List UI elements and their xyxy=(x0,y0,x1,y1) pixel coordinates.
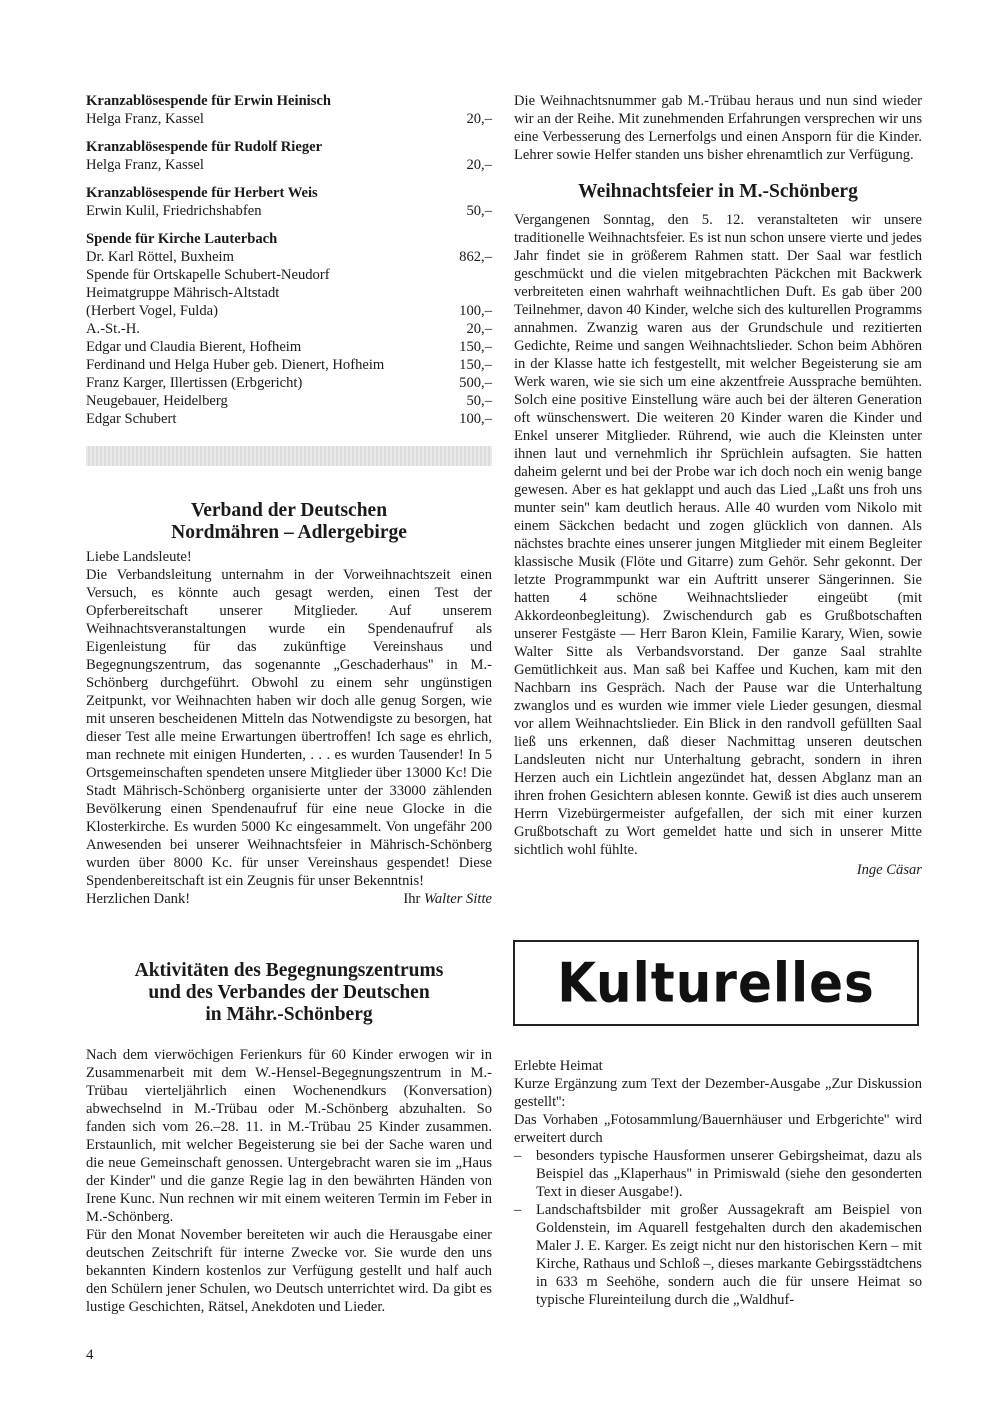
donor-name: (Herbert Vogel, Fulda) xyxy=(86,303,218,319)
verband-article xyxy=(86,500,492,908)
donation-amount xyxy=(442,266,492,284)
donation-amount: 20,– xyxy=(466,321,492,337)
page-number: 4 xyxy=(86,1347,94,1363)
donation-amount: 100,– xyxy=(459,411,492,427)
donation-row xyxy=(86,110,492,128)
donation-title: Kranzablösespende für Herbert Weis xyxy=(86,185,318,201)
list-item: – Landschaftsbilder mit großer Aussagekraft am Beispiel von Goldenstein, im Aquarell festgehalten durch den akademischen Maler J. E. Karger. Es zeigt nicht nur den historischen Kern – mit Kirche, Rathaus und Schloß –, dieses markante Gebirgsstädtchens in 633 m Seehöhe, sondern auch die für unsere Heimat so typische Flureinteilung durch die „Waldhuf- xyxy=(514,1201,922,1309)
donation-row xyxy=(86,266,492,284)
donation-title: Kranzablösespende für Erwin Heinisch xyxy=(86,93,332,109)
aktivitaeten-para1: Nach dem vierwöchigen Ferienkurs für 60 Kinder erwogen wir in Zusammenarbeit mit dem W.-Hensel-Begegnungszentrum in M.-Trübau vierteljährlich einen Wochenendkurs (Konversation) abwechselnd in M.-Trübau oder M.-Schönberg abzuhalten. So fanden sich vom 26.–28. 11. in M.-Trübau 25 Kinder zusammen. Erstaunlich, mit welcher Begeisterung sie bei der Sache waren und die neue Gemeinschaft genossen. Untergebracht waren sie im „Haus der Kinder'' und die ganze Regie lag in den bewährten Händen von Irene Kunc. Nun rechnen wir mit einem weiteren Termin im Feber in M.-Schönberg. xyxy=(86,1047,492,1225)
donor-name: Ferdinand und Helga Huber geb. Dienert, Hofheim xyxy=(86,357,385,373)
donor-name: Franz Karger, Illertissen (Erbgericht) xyxy=(86,375,303,391)
aktivitaeten-title-line1: Aktivitäten des Begegnungszentrums xyxy=(134,960,444,981)
kulturelles-section xyxy=(514,1057,922,1309)
aktivitaeten-title-line2: und des Verbandes der Deutschen xyxy=(148,982,430,1003)
signature-name: Walter Sitte xyxy=(424,891,492,907)
donor-name: Edgar und Claudia Bierent, Hofheim xyxy=(86,339,302,355)
verband-signature-row xyxy=(86,890,492,908)
intro-paragraph: Die Weihnachtsnummer gab M.-Trübau heraus und nun sind wieder wir an der Reihe. Mit zunehmenden Erfahrungen versprechen wir uns eine Verbesserung des Lernerfolgs und einen Ansporn für die Kinder. Lehrer sowie Helfer standen uns bisher ehrenamtlich zur Verfügung. xyxy=(514,93,922,163)
weihnachtsfeier-author: Inge Cäsar xyxy=(856,862,922,878)
donation-row xyxy=(86,202,492,220)
donor-name: A.-St.-H. xyxy=(86,321,140,337)
donation-amount: 20,– xyxy=(466,111,492,127)
list-item: – besonders typische Hausformen unserer Gebirgsheimat, dazu als Beispiel das „Klaperhaus'' in Primiswald (siehe den gesonderten Text in dieser Ausgabe!). xyxy=(514,1147,922,1201)
verband-title-line1: Verband der Deutschen xyxy=(190,500,388,521)
donation-row xyxy=(86,248,492,266)
donation-row xyxy=(86,302,492,320)
donor-name: Neugebauer, Heidelberg xyxy=(86,393,228,409)
verband-body: Die Verbandsleitung unternahm in der Vorweihnachtszeit einen Versuch, es könnte auch gesagt werden, einen Test der Opferbereitschaft unserer Mitglieder. Auf unserem Weihnachtsveranstaltungen wurde ein Spendenaufruf als Eigenleistung für das zukünftige Vereinshaus und Begegnungszentrum, das sogenannte „Geschaderhaus'' in M.-Schönberg durchgeführt. Obwohl zu einem sehr ungünstigen Zeitpunkt, vor Weihnachten haben wir doch alle genug Sorgen, wie mit unseren bescheidenen Mitteln das Notwendigste zu besorgen, hat dieser Test alle meine Erwartungen übertroffen! Ich sage es ehrlich, man rechnete mit einigen Hunderten, . . . es wurden Tausender! In 5 Ortsgemeinschaften spendeten unsere Mitglieder über 13000 Kc! Die Stadt Mährisch-Schönberg organisierte unter der 33000 zählenden Bevölkerung einen Spendenaufruf für eine neue Glocke in die Klosterkirche. Es wurden 5000 Kc eingesammelt. Von ungefähr 200 Anwesenden bei unserer Weihnachtsfeier in Mährisch-Schönberg wurden über 8000 Kc. für unser Vereinshaus gespendet! Diese Spendenbereitschaft ist ein Zeugnis für unser Bekenntnis! xyxy=(86,567,492,889)
donor-name: Helga Franz, Kassel xyxy=(86,111,204,127)
verband-closing: Herzlichen Dank! xyxy=(86,891,191,907)
gray-divider-band xyxy=(86,446,492,466)
kulturelles-banner-text: Kulturelles xyxy=(557,951,875,1015)
aktivitaeten-para2: Für den Monat November bereiteten wir auch die Herausgabe einer deutschen Zeitschrift für interne Zwecke vor. Sie wurde den uns bekannten Kindern kostenlos zur Verfügung gestellt und half auch den Schülern jener Schulen, wo Deutsch unterrichtet wird. Da gibt es lustige Geschichten, Rätsel, Anekdoten und Lieder. xyxy=(86,1227,492,1315)
donation-amount: 500,– xyxy=(459,375,492,391)
kulturelles-subhead: Erlebte Heimat xyxy=(514,1058,603,1074)
verband-greeting: Liebe Landsleute! xyxy=(86,549,192,565)
donation-amount: 50,– xyxy=(466,203,492,219)
donation-row xyxy=(86,338,492,356)
signature-prefix: Ihr xyxy=(403,891,421,907)
donation-amount: 862,– xyxy=(459,249,492,265)
verband-signature xyxy=(403,890,492,908)
kulturelles-banner xyxy=(513,940,919,1026)
donation-row xyxy=(86,356,492,374)
aktivitaeten-article xyxy=(86,960,492,1316)
donation-amount xyxy=(442,284,492,302)
verband-title-line2: Nordmähren – Adlergebirge xyxy=(171,522,407,543)
donation-amount: 150,– xyxy=(459,339,492,355)
donor-name: Edgar Schubert xyxy=(86,411,177,427)
donation-title: Spende für Kirche Lauterbach xyxy=(86,231,278,247)
donation-row xyxy=(86,392,492,410)
donor-name: Helga Franz, Kassel xyxy=(86,157,204,173)
right-column xyxy=(514,92,922,879)
donation-row xyxy=(86,410,492,428)
donation-amount: 100,– xyxy=(459,303,492,319)
donation-title: Kranzablösespende für Rudolf Rieger xyxy=(86,139,323,155)
aktivitaeten-title-line3: in Mähr.-Schönberg xyxy=(205,1004,373,1025)
donation-amount: 150,– xyxy=(459,357,492,373)
kulturelles-line1: Kurze Ergänzung zum Text der Dezember-Ausgabe „Zur Diskussion gestellt'': xyxy=(514,1076,922,1110)
donation-list xyxy=(86,92,492,428)
donation-amount: 50,– xyxy=(466,393,492,409)
kulturelles-list xyxy=(514,1147,922,1309)
donation-row xyxy=(86,320,492,338)
donation-row xyxy=(86,156,492,174)
kulturelles-line2: Das Vorhaben „Fotosammlung/Bauernhäuser und Erbgerichte'' wird erweitert durch xyxy=(514,1112,922,1146)
donor-name: Dr. Karl Röttel, Buxheim xyxy=(86,249,234,265)
donor-name: Heimatgruppe Mährisch-Altstadt xyxy=(86,285,280,301)
donation-row xyxy=(86,284,492,302)
donor-name: Erwin Kulil, Friedrichshabfen xyxy=(86,203,262,219)
weihnachtsfeier-title: Weihnachtsfeier in M.-Schönberg xyxy=(578,181,858,202)
weihnachtsfeier-body: Vergangenen Sonntag, den 5. 12. veranstalteten wir unsere traditionelle Weihnachtsfeier. Es ist nun schon unsere vierte und jedes Jahr findet sie in größerem Rahmen statt. Der Saal war festlich geschmückt und die vielen mitgebrachten Päckchen mit Backwerk verbreiteten einen wahrhaft weihnachtlichen Duft. Es gab über 200 Teilnehmer, davon 40 Kinder, welche sich des kulturellen Programms annahmen. Zwanzig waren aus der Grundschule und rezitierten Gedichte, Reime und sangen Weihnachtslieder. Schon beim Abhören in der Klasse hatte ich festgestellt, mit welcher Begeisterung sie am Werk waren, wie sie sich um eine akzentfreie Aussprache bemühten. Solch eine positive Einstellung wäre auch bei der älteren Generation oft wünschenswert. Die weiteren 20 Kinder waren die Kinder und Enkel unserer Mitglieder. Rührend, wie auch die Kleinsten unter ihnen laut und vernehmlich ihr Sprüchlein aufsagten. Sie hatten daheim gelernt und bei der Probe war ich doch noch ein wenig bange gewesen. Aber es hat geklappt und auch das Lied „Laßt uns froh uns munter sein'' kam deutlich heraus. Alle 40 wurden vom Nikolo mit einem Säckchen bedacht und zogen glücklich von dannen. Als nächstes brachte eines unserer jungen Mitglieder mit einem Begleiter klassische Musik (Flöte und Gitarre) zum Gehör. Sehr gekonnt. Der letzte Programmpunkt war ein Auftritt unserer Sängerinnen. Sie hatten 4 schöne Weihnachtslieder eingeübt (mit Akkordeonbegleitung). Zwischendurch gab es Grußbotschaften unserer Festgäste — Herr Baron Klein, Familie Karary, Wien, sowie Walter Sitte als Verbandsvorstand. Der ganze Saal strahlte Gemütlichkeit aus. Man saß bei Kaffee und Kuchen, kam mit den Nachbarn ins Gespräch. Nach der Pause war die Unterhaltung zwanglos und es wurden wie immer viele Lieder gesungen, diesmal vor allem Weihnachtslieder. Ein Blick in den randvoll gefüllten Saal ließ uns erkennen, daß dieser Nachmittag unseren deutschen Landsleuten nicht nur Unterhaltung gebracht, sondern in ihren Herzen auch ein Lichtlein angezündet hat, dessen Abglanz man an ihren frohen Gesichtern ablesen konnte. Gewiß ist dies auch unserem Herrn Vizebürgermeister aufgefallen, der sich mit einer kurzen Grußbotschaft zu Wort gemeldet hatte und sich in unserer Mitte sichtlich wohl fühlte. xyxy=(514,212,922,858)
donation-amount: 20,– xyxy=(466,157,492,173)
donation-row xyxy=(86,374,492,392)
donor-name: Spende für Ortskapelle Schubert-Neudorf xyxy=(86,267,330,283)
